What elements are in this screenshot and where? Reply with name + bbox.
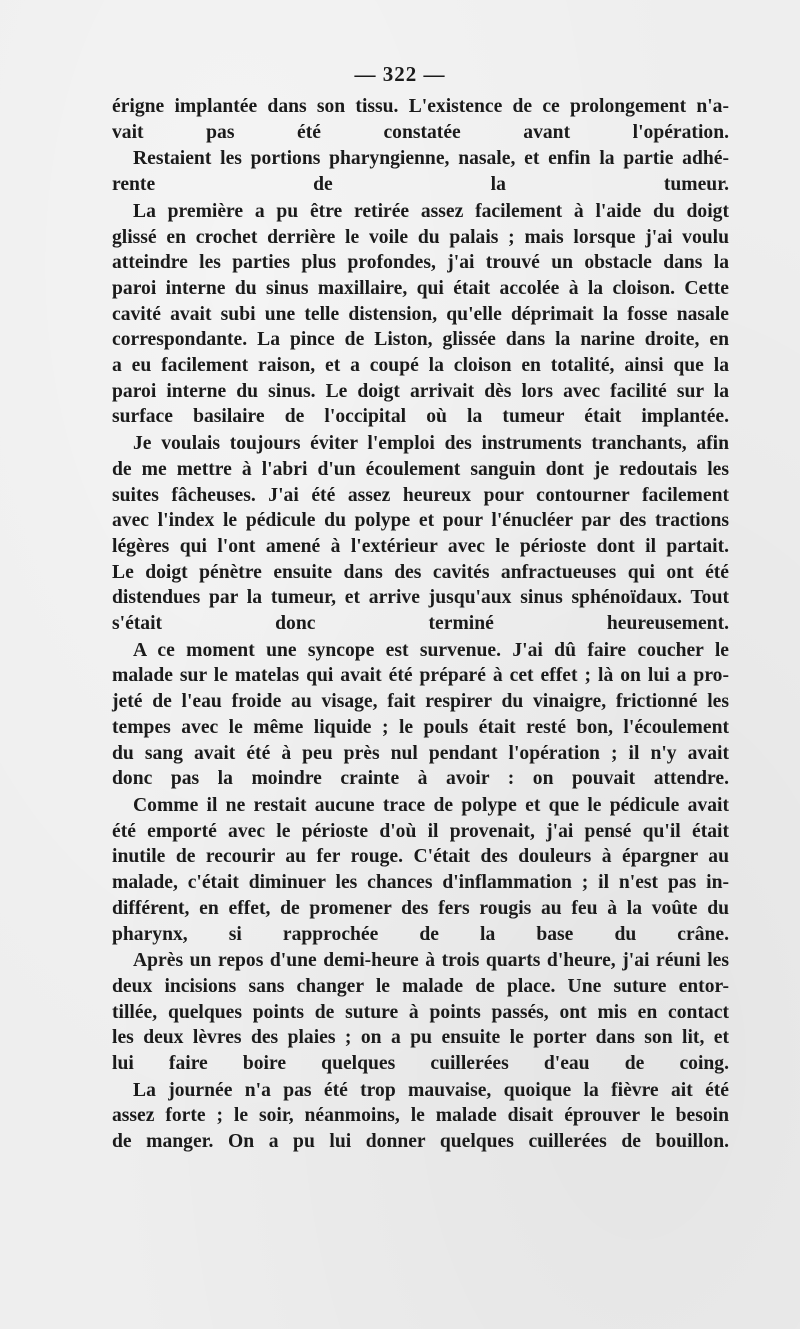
- text-line: rente de la tumeur.: [112, 174, 729, 196]
- text-line: de me mettre à l'abri d'un écoulement sanguin dont je redoutais les: [112, 458, 729, 480]
- text-line: différent, en effet, de promener des fers rougis au feu à la voûte du: [112, 897, 729, 919]
- paragraph: [112, 638, 729, 792]
- paragraph: [112, 94, 729, 145]
- text-line: La première a pu être retirée assez facilement à l'aide du doigt: [133, 200, 729, 222]
- text-line: Restaient les portions pharyngienne, nasale, et enfin la partie adhé-: [133, 148, 729, 170]
- text-line: cavité avait subi une telle distension, qu'elle déprimait la fosse nasale: [112, 303, 729, 325]
- text-line: donc pas la moindre crainte à avoir : on pouvait attendre.: [112, 768, 729, 790]
- text-line: distendues par la tumeur, et arrive jusqu'aux sinus sphénoïdaux. Tout: [112, 587, 729, 609]
- text-line: assez forte ; le soir, néanmoins, le malade disait éprouver le besoin: [112, 1105, 729, 1127]
- paragraph: [112, 793, 729, 947]
- text-line: paroi interne du sinus. Le doigt arrivait dès lors avec facilité sur la: [112, 380, 729, 402]
- text-line: du sang avait été à peu près nul pendant l'opération ; il n'y avait: [112, 742, 729, 764]
- paragraph: [112, 948, 729, 1077]
- text-line: La journée n'a pas été trop mauvaise, quoique la fièvre ait été: [133, 1079, 729, 1101]
- text-line: Je voulais toujours éviter l'emploi des instruments tranchants, afin: [133, 433, 729, 455]
- text-line: été emporté avec le périoste d'où il provenait, j'ai pensé qu'il était: [112, 820, 729, 842]
- text-line: érigne implantée dans son tissu. L'existence de ce prolongement n'a-: [112, 96, 729, 117]
- text-line: correspondante. La pince de Liston, glissée dans la narine droite, en: [112, 329, 729, 351]
- text-line: suites fâcheuses. J'ai été assez heureux pour contourner facilement: [112, 484, 729, 506]
- text-line: de manger. On a pu lui donner quelques cuillerées de bouillon.: [112, 1131, 729, 1153]
- text-line: tillée, quelques points de suture à points passés, ont mis en contact: [112, 1001, 729, 1023]
- text-line: surface basilaire de l'occipital où la tumeur était implantée.: [112, 406, 729, 428]
- text-line: malade sur le matelas qui avait été préparé à cet effet ; là on lui a pro-: [112, 665, 729, 687]
- text-line: jeté de l'eau froide au visage, fait respirer du vinaigre, frictionné les: [112, 691, 729, 713]
- text-line: légères qui l'ont amené à l'extérieur avec le périoste dont il partait.: [112, 535, 729, 557]
- text-line: A ce moment une syncope est survenue. J'ai dû faire coucher le: [133, 639, 729, 661]
- paragraph: [112, 199, 729, 430]
- text-line: deux incisions sans changer le malade de place. Une suture entor-: [112, 975, 729, 997]
- text-line: malade, c'était diminuer les chances d'inflammation ; il n'est pas in-: [112, 872, 729, 894]
- text-line: les deux lèvres des plaies ; on a pu ensuite le porter dans son lit, et: [112, 1027, 729, 1049]
- text-line: inutile de recourir au fer rouge. C'était des douleurs à épargner au: [112, 846, 729, 868]
- paragraph: [112, 146, 729, 197]
- text-line: vait pas été constatée avant l'opération.: [112, 121, 729, 143]
- text-line: a eu facilement raison, et a coupé la cloison en totalité, ainsi que la: [112, 355, 729, 377]
- text-line: avec l'index le pédicule du polype et pour l'énucléer par des tractions: [112, 510, 729, 532]
- text-line: pharynx, si rapprochée de la base du crâne.: [112, 923, 729, 945]
- text-line: paroi interne du sinus maxillaire, qui était accolée à la cloison. Cette: [112, 277, 729, 299]
- text-line: tempes avec le même liquide ; le pouls était resté bon, l'écoulement: [112, 716, 729, 738]
- text-line: Le doigt pénètre ensuite dans des cavités anfractueuses qui ont été: [112, 561, 729, 583]
- paragraph: [112, 1078, 729, 1155]
- paragraph: [112, 431, 729, 637]
- text-line: s'était donc terminé heureusement.: [112, 613, 729, 635]
- text-line: Après un repos d'une demi-heure à trois quarts d'heure, j'ai réuni les: [133, 950, 729, 972]
- text-line: glissé en crochet derrière le voile du palais ; mais lorsque j'ai voulu: [112, 226, 729, 248]
- text-line: lui faire boire quelques cuillerées d'eau de coing.: [112, 1053, 729, 1075]
- body-text: [112, 94, 729, 1155]
- page-number: — 322 —: [354, 62, 446, 86]
- text-line: atteindre les parties plus profondes, j'ai trouvé un obstacle dans la: [112, 252, 729, 274]
- text-line: Comme il ne restait aucune trace de polype et que le pédicule avait: [133, 794, 729, 816]
